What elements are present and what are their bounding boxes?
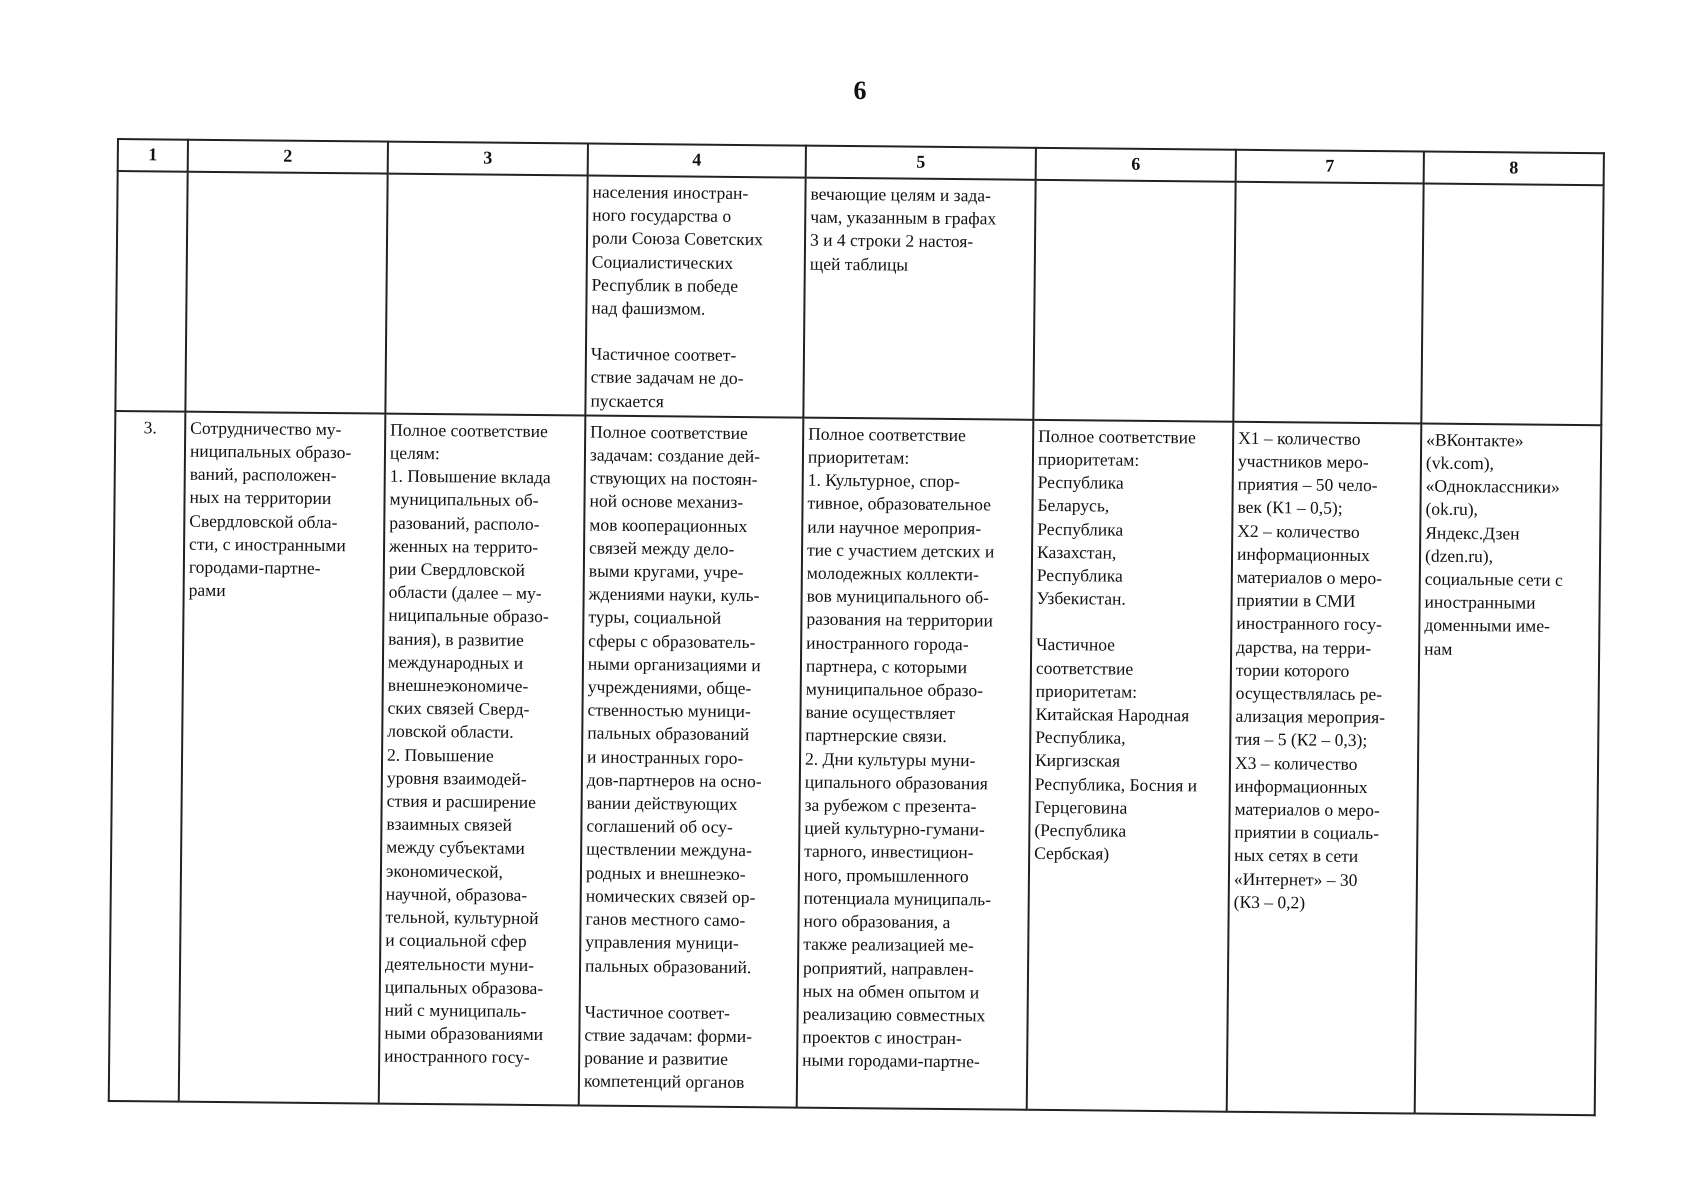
cell-text-paragraph: Частичное соответ- ствие задачам: форми- рование и развитие компетенций органов [583,1001,753,1093]
cell-row3-col2 [179,411,386,1103]
cell-text: «ВКонтакте» (vk.com), «Одноклассники» (ok.ru), Яндекс.Дзен (dzen.ru), социальные сети с иностранными доменными име- нам [1424,429,1563,659]
cell-row3-col3 [379,413,586,1105]
cell-text-paragraph: Частичное соответ- ствие задачам не до- пускается [590,343,744,411]
column-header-2: 2 [188,140,388,174]
cell-continued-col8 [1421,184,1603,426]
cell-text: Х1 – количество участников меро- приятия – 50 чело- век (К1 – 0,5); Х2 – количество информационных материалов о меро- приятии в СМИ иностранного госу- дарства, на терри- тории которого осуществлялась ре- ализация мероприя- тия – 5 (К2 – 0,3); Х3 – количество информационных материалов о меро- приятии в социаль- ных сетях в сети «Интернет» – 30 (К3 – 0,2) [1233,427,1386,913]
column-header-1: 1 [118,139,188,172]
cell-continued-col1 [115,171,187,411]
cell-text: Полное соответствие целям: 1. Повышение вклада муниципальных об- разований, располо- женных на террито- рии Свердловской области (далее – му- ниципальные образо- вания), в развитие международных и внешнеэкономиче- ских связей Сверд- ловской области. 2. Повышение уровня взаимодей- ствия и расширение взаимных связей между субъектами экономической, научной, образова- тельной, культурной и социальной сфер деятельности муни- ципальных образова- ний с муниципаль- ными образованиями иностранного госу- [384,419,551,1068]
cell-row3-col5 [797,417,1034,1109]
cell-continued-col2 [185,172,387,414]
cell-row3-col7 [1227,422,1422,1114]
column-header-4: 4 [588,144,806,178]
document-table [108,138,1605,1116]
cell-text-paragraph: населения иностран- ного государства о роли Союза Советских Социалистических Республик в победе над фашизмом. [591,181,764,319]
cell-row3-col4 [579,415,804,1107]
cell-continued-col5 [803,178,1035,420]
cell-row3-col8 [1415,423,1602,1115]
cell-text: Полное соответствие приоритетам: 1. Культурное, спор- тивное, образовательное или научное мероприя- тие с участием детских и молодежных коллекти- вов муниципального об- разования на территории иностранного города- партнера, с которыми муниципальное образо- вание осуществляет партнерские связи. 2. Дни культуры муни- ципального образования за рубежом с презента- цией культурно-гумани- тарного, инвестицион- ного, промышленного потенциала муниципаль- ного образования, а также реализацией ме- роприятий, направлен- ных на обмен опытом и реализацию совместных проектов с иностран- ными городами-партне- [802,423,995,1072]
page-number: 6 [853,76,867,105]
cell-text: Сотрудничество му- ниципальных образо- ваний, расположен- ных на территории Свердловской обла- сти, с иностранными городами-партне- рами [188,417,352,601]
cell-text-paragraph: Полное соответствие приоритетам: Республика Беларусь, Республика Казахстан, Республика Узбекистан. [1036,425,1196,609]
cell-continued-col6 [1033,180,1235,422]
table-row-3 [109,411,1602,1115]
column-header-5: 5 [806,146,1036,180]
cell-text-paragraph: Полное соответствие задачам: создание дей- ствующих на постоян- ной основе механиз- мов кооперационных связей между дело- выми кругами, учре- ждениями науки, куль- туры, социальной сферы с образователь- ными организациями и учреждениями, обще- ственностью муници- пальных образований и иностранных горо- дов-партнеров на осно- вании действующих соглашений об осу- ществлении междуна- родных и внешнеэко- номических связей ор- ганов местного само- управления муници- пальных образований. [584,421,762,977]
column-header-6: 6 [1036,148,1236,182]
column-header-3: 3 [388,142,588,176]
column-header-8: 8 [1424,152,1604,186]
table-row-continued [115,171,1603,425]
cell-text-paragraph: Частичное соответствие приоритетам: Китайская Народная Республика, Киргизская Республика, Босния и Герцеговина (Республика Сербская) [1034,634,1198,864]
cell-continued-col3 [385,174,587,416]
cell-continued-col7 [1233,182,1423,424]
cell-continued-col4 [585,176,805,418]
cell-text: вечающие целям и зада- чам, указанным в графах 3 и 4 строки 2 настоя- щей таблицы [809,183,997,275]
cell-row3-col6 [1027,420,1234,1112]
column-header-7: 7 [1236,150,1424,184]
row-number: 3. [109,411,186,1102]
